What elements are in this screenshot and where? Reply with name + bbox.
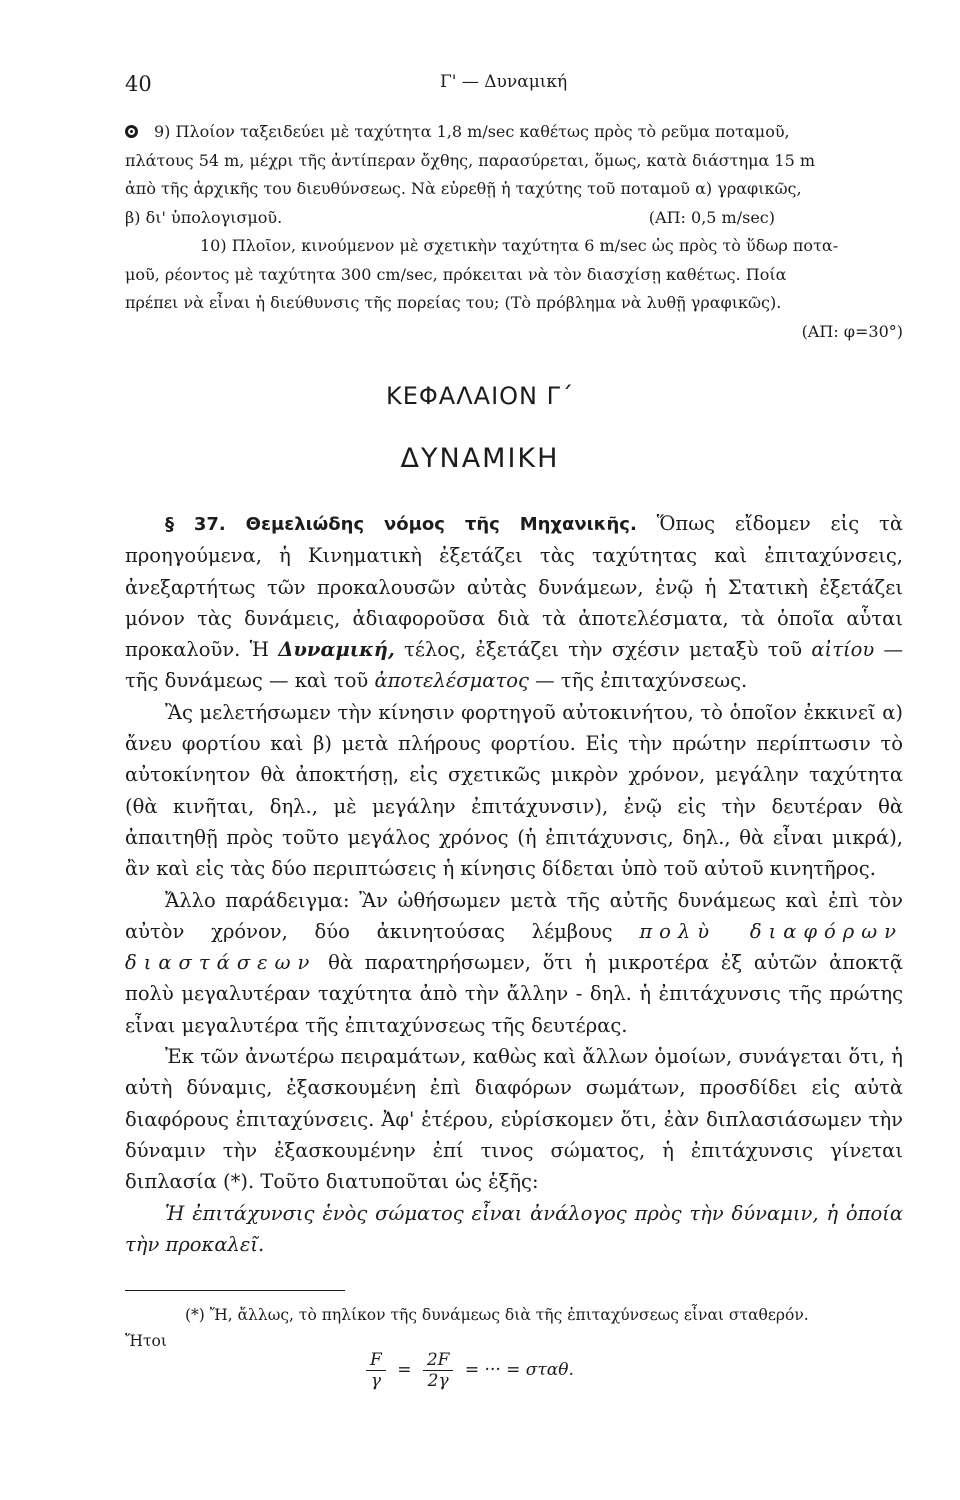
section-heading: § 37. Θεμελιώδης νόμος τῆς Μηχανικῆς.	[165, 514, 637, 535]
problems-block	[125, 118, 903, 346]
footnote-divider	[125, 1290, 345, 1291]
running-title: Γ' — Δυναμική	[440, 72, 568, 92]
formula: $\frac{F}{\gamma}$ = $\frac{2F}{2\gamma}$ = ··· = σταθ.	[360, 1350, 574, 1391]
problem-9-line: πλάτους 54 m, μέχρι τῆς ἀντίπεραν ὄχθης, παρασύρεται, ὅμως, κατὰ διάστημα 15 m	[125, 150, 816, 170]
chapter-title: ΔΥΝΑΜΙΚΗ	[400, 443, 560, 474]
paragraph: Ἐκ τῶν ἀνωτέρω πειραμάτων, καθὼς καὶ ἄλλων ὁμοίων, συνάγεται ὅτι, ἡ αὐτὴ δύναμις, ἐξασκουμένη ἐπὶ διαφόρων σωμάτων, προσδίδει εἰς αὐτὰ διαφόρους ἐπιταχύνσεις. Ἀφ' ἑτέρου, εὑρίσκομεν ὅτι, ἐὰν διπλασιάσωμεν τὴν δύναμιν τὴν ἐξασκουμένην ἐπί τινος σώματος, ἡ ἐπιτάχυνσις γίνεται διπλασία (*). Τοῦτο διατυποῦται ὡς ἑξῆς:	[125, 1045, 903, 1194]
page-number: 40	[125, 72, 152, 96]
footnote	[125, 1302, 903, 1354]
problem-9-line: 9) Πλοίον ταξειδεύει μὲ ταχύτητα 1,8 m/sec καθέτως πρὸς τὸ ρεῦμα ποταμοῦ,	[125, 118, 903, 147]
problem-10-line: 10) Πλοῖον, κινούμενον μὲ σχετικὴν ταχύτητα 6 m/sec ὡς πρὸς τὸ ὕδωρ ποτα-	[200, 236, 839, 255]
problem-9-answer: (ΑΠ: 0,5 m/sec)	[648, 207, 775, 227]
fraction: $\frac{F}{\gamma}$	[366, 1350, 386, 1391]
target-bullet-icon	[125, 125, 138, 138]
footnote-hitoi: Ἤτοι	[125, 1332, 167, 1350]
paragraph: Ἂς μελετήσωμεν τὴν κίνησιν φορτηγοῦ αὐτοκινήτου, τὸ ὁποῖον ἐκκινεῖ α) ἄνευ φορτίου καὶ β) μετὰ πλήρους φορτίου. Εἰς τὴν πρώτην περίπτωσιν τὸ αὐτοκίνητον θὰ ἀποκτήσῃ, εἰς σχετικῶς μικρὸν χρόνον, μεγάλην ταχύτητα (θὰ κινῆται, δηλ., μὲ μεγάλην ἐπιτάχυνσιν), ἐνῷ εἰς τὴν δευτέραν θὰ ἀπαιτηθῇ πρὸς τοῦτο μεγάλος χρόνος (ἡ ἐπιτάχυνσις, δηλ., θὰ εἶναι μικρά), ἂν καὶ εἰς τὰς δύο περιπτώσεις ἡ κίνησις δίδεται ὑπὸ τοῦ αὐτοῦ κινητῆρος.	[125, 700, 903, 881]
chapter-heading: ΚΕΦΑΛΑΙΟΝ Γ΄	[386, 382, 574, 410]
footnote-text: (*) Ἤ, ἄλλως, τὸ πηλίκον τῆς δυνάμεως διὰ τῆς ἐπιταχύνσεως εἶναι σταθερόν.	[185, 1306, 809, 1324]
problem-9-line: ἀπὸ τῆς ἀρχικῆς του διευθύνσεως. Νὰ εὑρεθῇ ἡ ταχύτης τοῦ ποταμοῦ α) γραφικῶς,	[125, 179, 802, 198]
problem-10-line: πρέπει νὰ εἶναι ἡ διεύθυνσις τῆς πορείας του; (Τὸ πρόβλημα νὰ λυθῇ γραφικῶς).	[125, 293, 782, 312]
problem-10-answer: (ΑΠ: φ=30°)	[801, 321, 903, 341]
problem-10-line: μοῦ, ρέοντος μὲ ταχύτητα 300 cm/sec, πρόκειται νὰ τὸν διασχίσῃ καθέτως. Ποία	[125, 264, 787, 284]
paragraph: Ἄλλο παράδειγμα: Ἂν ὠθήσωμεν μετὰ τῆς αὐτῆς δυνάμεως καὶ ἐπὶ τὸν αὐτὸν χρόνον, δύο ἀκινητούσας λέμβους πολὺ διαφόρων διαστάσεων θὰ παρατηρήσωμεν, ὅτι ἡ μικροτέρα ἐξ αὐτῶν ἀποκτᾷ πολὺ μεγαλυτέραν ταχύτητα ἀπὸ τὴν ἄλλην - δηλ. ἡ ἐπιτάχυνσις τῆς πρώτης εἶναι μεγαλυτέρα τῆς ἐπιταχύνσεως τῆς δευτέρας.	[125, 888, 903, 1037]
section-37-body	[125, 508, 903, 1260]
paragraph: § 37. Θεμελιώδης νόμος τῆς Μηχανικῆς. Ὅπως εἴδομεν εἰς τὰ προηγούμενα, ἡ Κινηματικὴ ἐξετάζει τὰς ταχύτητας καὶ ἐπιταχύνσεις, ἀνεξαρτήτως τῶν προκαλουσῶν αὐτὰς δυνάμεων, ἐνῷ ἡ Στατικὴ ἐξετάζει μόνον τὰς δυνάμεις, ἀδιαφοροῦσα διὰ τὰ ἀποτελέσματα, τὰ ὁποῖα αὗται προκαλοῦν. Ἡ Δυναμική, τέλος, ἐξετάζει τὴν σχέσιν μεταξὺ τοῦ αἰτίου — τῆς δυνάμεως — καὶ τοῦ ἀποτελέσματος — τῆς ἐπιταχύνσεως.	[125, 512, 903, 693]
law-statement: Ἡ ἐπιτάχυνσις ἑνὸς σώματος εἶναι ἀνάλογος πρὸς τὴν δύναμιν, ἡ ὁποία τὴν προκαλεῖ.	[125, 1201, 903, 1256]
fraction: $\frac{2F}{2\gamma}$	[423, 1350, 454, 1391]
problem-9-line: β) δι' ὑπολογισμοῦ. (ΑΠ: 0,5 m/sec)	[125, 204, 903, 233]
